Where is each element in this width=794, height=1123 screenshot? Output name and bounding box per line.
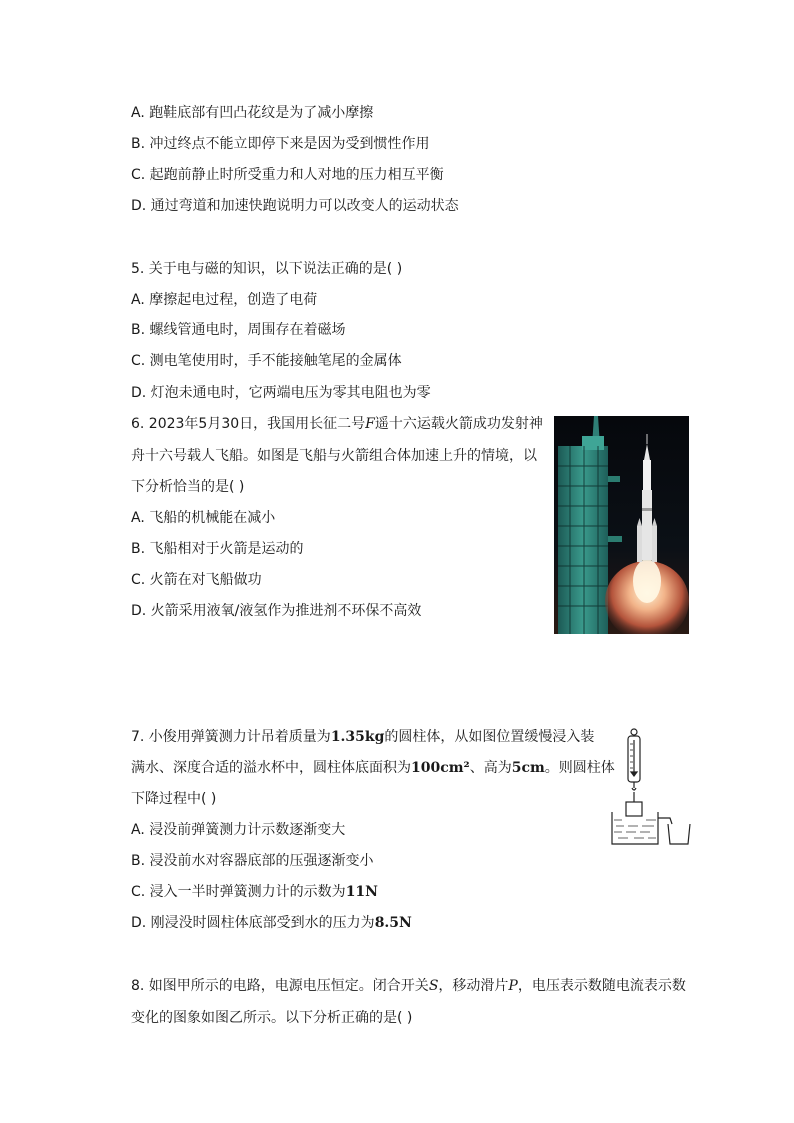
spring-scale-overflow-cup-diagram [610,728,694,846]
q5-option-b: B. 螺线管通电时，周围存在着磁场 [131,322,346,338]
q6-option-c: C. 火箭在对飞船做功 [131,572,262,588]
q8-stem-text: 8. 如图甲所示的电路，电源电压恒定。闭合开关 [131,978,429,994]
q7-stem-line1 [131,727,594,747]
q6-stem-line3: 下分析恰当的是( ) [131,479,245,495]
q8-stem-text: ，电压表示数随电流表示数 [517,978,686,994]
q6-stem-line1 [131,414,543,434]
q6-stem-text: 遥十六运载火箭成功发射神 [374,416,543,432]
q8-switch: S [428,978,439,994]
q4-option-c: C. 起跑前静止时所受重力和人对地的压力相互平衡 [131,167,444,183]
q6-stem-math: F [365,416,375,432]
rocket-launch-photo [554,416,689,634]
q7-stem-line2 [131,758,615,778]
q4-option-d: D. 通过弯道和加速快跑说明力可以改变人的运动状态 [131,198,459,214]
q8-stem-text: ，移动滑片 [438,978,509,994]
q7-stem-line3: 下降过程中( ) [131,791,217,807]
q6-stem-line2: 舟十六号载人飞船。如图是飞船与火箭组合体加速上升的情境，以 [131,448,537,464]
q7-stem-text: 满水、深度合适的溢水杯中，圆柱体底面积为 [131,760,411,776]
q5-stem: 5. 关于电与磁的知识，以下说法正确的是( ) [131,261,403,277]
q7-option-d-value: 8.5N [374,915,412,931]
q7-height: 5cm [511,760,545,776]
q6-option-b: B. 飞船相对于火箭是运动的 [131,541,304,557]
q7-option-a: A. 浸没前弹簧测力计示数逐渐变大 [131,822,346,838]
q7-stem-text: 。则圆柱体 [544,760,615,776]
q4-option-b: B. 冲过终点不能立即停下来是因为受到惯性作用 [131,136,430,152]
q5-option-a: A. 摩擦起电过程，创造了电荷 [131,292,318,308]
q7-area: 100cm² [411,760,470,776]
q7-option-c [131,882,378,902]
q7-stem-text: 的圆柱体，从如图位置缓慢浸入装 [384,729,595,745]
q7-mass: 1.35kg [330,729,385,745]
q7-stem-text: 7. 小俊用弹簧测力计吊着质量为 [131,729,331,745]
q8-stem-line2: 变化的图象如图乙所示。以下分析正确的是( ) [131,1010,413,1026]
q6-stem-text: 6. 2023年5月30日，我国用长征二号 [131,416,366,432]
q7-stem-text: 、高为 [469,760,512,776]
q8-slider: P [508,978,518,994]
q5-option-c: C. 测电笔使用时，手不能接触笔尾的金属体 [131,353,402,369]
q7-option-d [131,913,412,933]
q4-option-a: A. 跑鞋底部有凹凸花纹是为了减小摩擦 [131,105,374,121]
q7-option-d-text: D. 刚浸没时圆柱体底部受到水的压力为 [131,915,375,931]
q7-option-c-text: C. 浸入一半时弹簧测力计的示数为 [131,884,346,900]
q8-stem-line1 [131,976,686,996]
q6-option-a: A. 飞船的机械能在减小 [131,510,276,526]
q7-option-c-value: 11N [345,884,378,900]
q6-option-d: D. 火箭采用液氧/液氢作为推进剂不环保不高效 [131,603,422,619]
q5-option-d: D. 灯泡未通电时，它两端电压为零其电阻也为零 [131,385,431,401]
q7-option-b: B. 浸没前水对容器底部的压强逐渐变小 [131,853,374,869]
